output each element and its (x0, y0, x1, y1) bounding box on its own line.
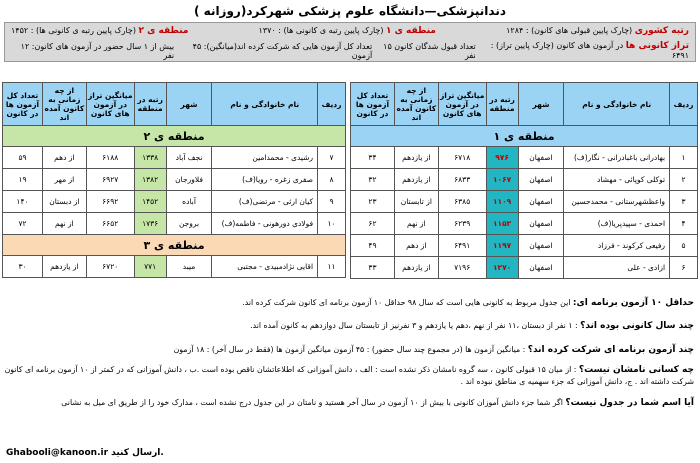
name-cell: ازادی - علی (564, 257, 670, 279)
from-cell: از یازدهم (394, 147, 438, 169)
name-cell: کیان ارثی - مرتضی(ف) (212, 191, 318, 213)
count-cell: ۷۲ (3, 213, 43, 235)
over-ten: بیش از ۱ سال حضور در آزمون های کانون: ۱۲ نفر (20, 41, 175, 60)
from-cell: از مهر (42, 169, 86, 191)
table-row (3, 213, 346, 235)
row-number-cell: ۹ (318, 191, 346, 213)
city-cell: اصفهان (518, 169, 564, 191)
avg-cell: ۶۷۲۰ (86, 256, 134, 278)
avg-cell: ۶۴۹۱ (438, 235, 486, 257)
avg-cell: ۶۲۳۹ (438, 213, 486, 235)
note-min-exams: حداقل ۱۰ آزمون برنامه ای: این جدول مربوط به کانونی هایی است که سال ۹۸ حداقل ۱۰ آزمون برنامه ای کانون شرکت کرده اند. (242, 298, 694, 308)
note-years: چند سال کانونی بوده اند؟ : ۱ نفر از دبستان ،۱۱ نفر از نهم ،دهم یا یازدهم و ۳ نفرنیز از تابستان سال دوازدهم به کانون آمده اند. (250, 321, 694, 331)
row-number-cell: ۴ (670, 213, 698, 235)
count-cell: ۳۳ (351, 257, 395, 279)
table-row (3, 169, 346, 191)
table-header: ردیف نام خانوادگی و نام شهر رتبه در منطقه میانگین تراز در آزمون های کانون از چه زمانی به کانون آمده اند تعداد کل آزمون ها در کانون (3, 83, 346, 126)
city-cell: آباده (166, 191, 212, 213)
avg-cell: ۷۱۹۶ (438, 257, 486, 279)
total-exams: تعداد کل آزمون هایی که شرکت کرده اند(میانگین): ۴۵ آزمون (192, 41, 373, 60)
accepted-count: تعداد قبول شدگان کانون ۱۵ نفر (383, 41, 476, 60)
name-cell: رفیعی کرکوند - فرزاد (564, 235, 670, 257)
rank-cell: ۱۱۵۲ (486, 213, 518, 235)
page-title: دندانپزشکی—دانشگاه علوم پزشکی شهرکرد(روزانه ) (194, 4, 506, 18)
rank-country: رتبه کشوری (چارک پایین قبولی های کانون) : ۱۲۸۴ (506, 26, 689, 36)
count-cell: ۳۰ (3, 256, 43, 278)
avg-cell: ۶۹۲۷ (86, 169, 134, 191)
city-cell: نجف آباد (166, 147, 212, 169)
note-not-listed: آیا اسم شما در جدول نیست؟ اگر شما جزء دانش آموزان کانونی با بیش از ۱۰ آزمون در سال آخر هستید و نامتان در این جدول درج نشده است ، مدارک خود را از طریق ای میل به نشانی (61, 398, 694, 408)
row-number-cell: ۸ (318, 169, 346, 191)
region1-info: منطقه ی ۱ (چارک پایین رتبه ی کانونی ها) : ۱۳۷۰ (258, 26, 436, 36)
table-header: ردیف نام خانوادگی و نام شهر رتبه در منطقه میانگین تراز در آزمون های کانون از چه زمانی به کانون آمده اند تعداد کل آزمون ها در کانون (351, 83, 698, 126)
from-cell: از دهم (42, 147, 86, 169)
rank-cell: ۱۲۷۰ (486, 257, 518, 279)
avg-cell: ۶۳۸۵ (438, 191, 486, 213)
table-row (351, 169, 698, 191)
count-cell: ۱۴۰ (3, 191, 43, 213)
name-cell: اقایی نژادمبیدی - مجتبی (212, 256, 318, 278)
from-cell: از یازدهم (394, 257, 438, 279)
name-cell: فولادی دورهونی - فاطمه(ف) (212, 213, 318, 235)
region2-info: منطقه ی ۲ (چارک پایین رتبه ی کانونی ها) : ۱۴۵۲ (11, 26, 189, 36)
from-cell: از یازدهم (42, 256, 86, 278)
name-cell: صفری زغره - رویا(ف) (212, 169, 318, 191)
city-cell: اصفهان (518, 147, 564, 169)
avg-cell: ۶۶۹۲ (86, 191, 134, 213)
row-number-cell: ۵ (670, 235, 698, 257)
from-cell: از نهم (42, 213, 86, 235)
row-number-cell: ۶ (670, 257, 698, 279)
city-cell: فلاورجان (166, 169, 212, 191)
name-cell: توکلی کوپائی - مهشاد (564, 169, 670, 191)
table-row (351, 147, 698, 169)
row-number-cell: ۱۱ (318, 256, 346, 278)
row-number-cell: ۱ (670, 147, 698, 169)
from-cell: از یازدهم (394, 169, 438, 191)
count-cell: ۳۴ (351, 147, 395, 169)
table-row (3, 256, 346, 278)
rank-cell: ۱۱۹۷ (486, 235, 518, 257)
name-cell: رشیدی - محمدامین (212, 147, 318, 169)
taraz-info: تراز کانونی ها در آزمون های کانون (چارک پایین تراز) : ۶۴۹۱ (490, 41, 689, 60)
count-cell: ۳۲ (351, 169, 395, 191)
name-cell: احمدی - سپیدپریا(ف) (564, 213, 670, 235)
email-link[interactable]: Ghabooli@kanoon.ir (6, 448, 109, 458)
rank-cell: ۹۷۶ (486, 147, 518, 169)
avg-cell: ۶۷۱۸ (438, 147, 486, 169)
table-row (3, 147, 346, 169)
name-cell: بهادرانی باغبادرانی - نگار(ف) (564, 147, 670, 169)
avg-cell: ۶۱۸۸ (86, 147, 134, 169)
row-number-cell: ۷ (318, 147, 346, 169)
note-missing: چه کسانی نامشان نیست؟ : از میان ۱۵ قبولی کانون ، سه گروه نامشان ذکر نشده است : الف ، دانش آموزانی که اطلاعاتشان ناقص بوده است .ب ، دانش آموزانی که در کمتر از ۱۰ آزمون برنامه ای کانون شرکت داشته اند . ج، دانش آموزانی که جزء سهمیه ی مناطق نبوده اند . (4, 365, 694, 386)
from-cell: از دبستان (42, 191, 86, 213)
zone2-heading: منطقه ی ۲ (3, 126, 346, 147)
note-exam-count: چند آزمون برنامه ای شرکت کرده اند؟ : میانگین آزمون ها (در مجموع چند سال حضور) : ۴۵ آزمون میانگین آزمون ها (فقط در سال آخر) : ۱۸ آزمون (173, 345, 694, 355)
table-row (351, 213, 698, 235)
count-cell: ۱۹ (3, 169, 43, 191)
rank-cell: ۱۷۳۶ (134, 213, 166, 235)
from-cell: از نهم (394, 213, 438, 235)
zone23-table (2, 82, 346, 278)
email-line: Ghabooli@kanoon.ir ارسال کنید. (6, 448, 164, 458)
count-cell: ۴۹ (351, 235, 395, 257)
zone1-table (350, 82, 698, 279)
city-cell: میبد (166, 256, 212, 278)
zone1-heading: منطقه ی ۱ (351, 126, 698, 147)
row-number-cell: ۲ (670, 169, 698, 191)
avg-cell: ۶۸۳۳ (438, 169, 486, 191)
row-number-cell: ۳ (670, 191, 698, 213)
info-box (4, 22, 696, 62)
name-cell: واعظشهرستانی - محمدحسین (564, 191, 670, 213)
rank-cell: ۱۱۰۹ (486, 191, 518, 213)
rank-cell: ۱۴۵۲ (134, 191, 166, 213)
row-number-cell: ۱۰ (318, 213, 346, 235)
rank-cell: ۱۳۳۸ (134, 147, 166, 169)
city-cell: اصفهان (518, 235, 564, 257)
count-cell: ۲۳ (351, 191, 395, 213)
table-row (351, 191, 698, 213)
city-cell: بروجن (166, 213, 212, 235)
table-row (3, 191, 346, 213)
table-row (351, 235, 698, 257)
zone3-heading: منطقه ی ۳ (3, 235, 346, 256)
rank-cell: ۱۳۸۲ (134, 169, 166, 191)
from-cell: از دهم (394, 235, 438, 257)
count-cell: ۶۲ (351, 213, 395, 235)
avg-cell: ۶۶۵۲ (86, 213, 134, 235)
count-cell: ۵۹ (3, 147, 43, 169)
rank-cell: ۱۰۶۷ (486, 169, 518, 191)
city-cell: اصفهان (518, 213, 564, 235)
city-cell: اصفهان (518, 191, 564, 213)
rank-cell: ۷۷۱ (134, 256, 166, 278)
table-row (351, 257, 698, 279)
from-cell: از تابستان (394, 191, 438, 213)
city-cell: اصفهان (518, 257, 564, 279)
